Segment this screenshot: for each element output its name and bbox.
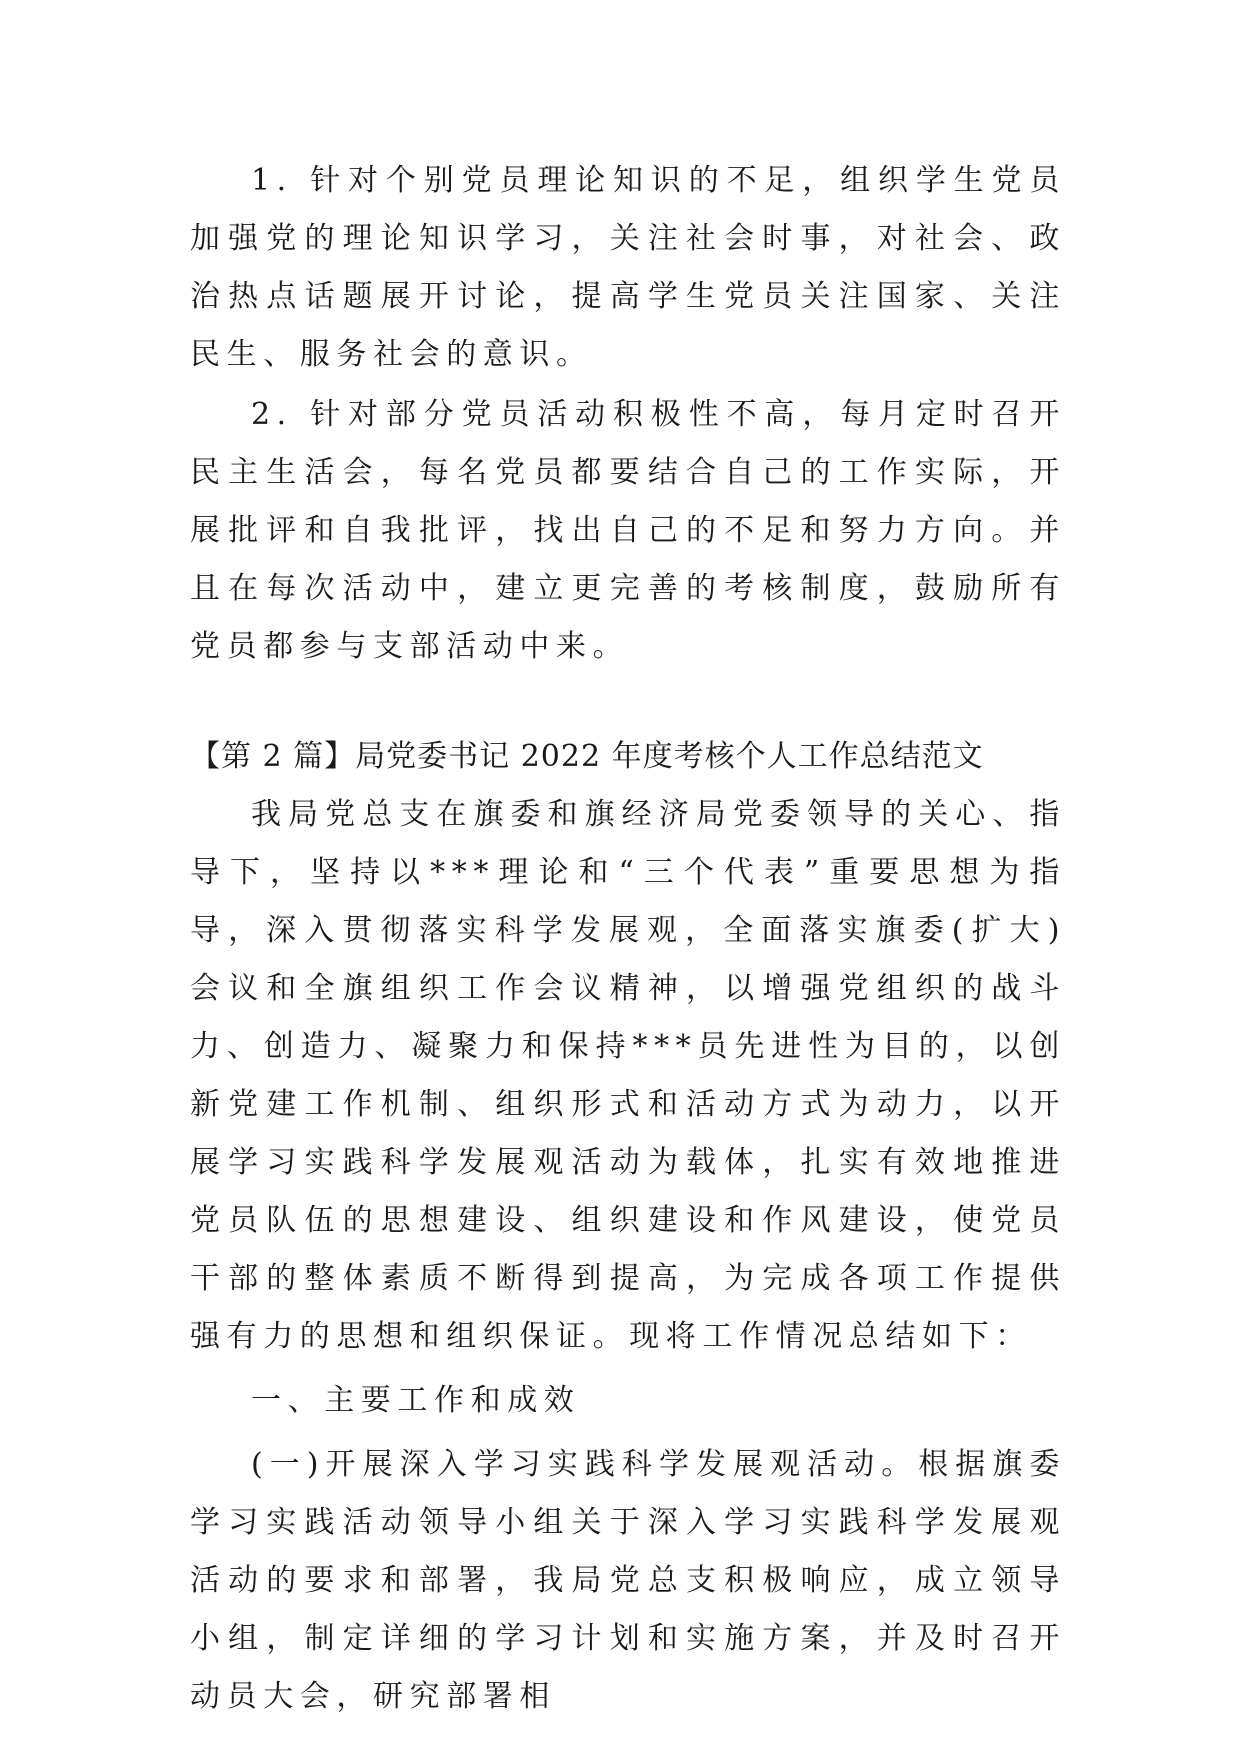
paragraph-item-2: 2. 针对部分党员活动积极性不高，每月定时召开民主生活会，每名党员都要结合自己的工作实际，开展批评和自我批评，找出自己的不足和努力方向。并且在每次活动中，建立更完善的考核制度，鼓励所有党员都参与支部活动中来。	[190, 397, 1066, 664]
paragraph-study-activity: (一)开展深入学习实践科学发展观活动。根据旗委学习实践活动领导小组关于深入学习实践科学发展观活动的要求和部署，我局党总支积极响应，成立领导小组，制定详细的学习计划和实施方案，并及时召开动员大会，研究部署相	[190, 1447, 1066, 1714]
subheading-main-work: 一、主要工作和成效	[251, 1383, 581, 1418]
paragraph-item-1: 1. 针对个别党员理论知识的不足，组织学生党员加强党的理论知识学习，关注社会时事，对社会、政治热点话题展开讨论，提高学生党员关注国家、关注民生、服务社会的意识。	[190, 163, 1066, 372]
section-heading: 【第 2 篇】局党委书记 2022 年度考核个人工作总结范文	[190, 739, 984, 774]
paragraph-intro: 我局党总支在旗委和旗经济局党委领导的关心、指导下，坚持以***理论和“三个代表”重要思想为指导，深入贯彻落实科学发展观，全面落实旗委(扩大)会议和全旗组织工作会议精神，以增强党组织的战斗力、创造力、凝聚力和保持***员先进性为目的，以创新党建工作机制、组织形式和活动方式为动力，以开展学习实践科学发展观活动为载体，扎实有效地推进党员队伍的思想建设、组织建设和作风建设，使党员干部的整体素质不断得到提高，为完成各项工作提供强有力的思想和组织保证。现将工作情况总结如下：	[190, 797, 1066, 1354]
